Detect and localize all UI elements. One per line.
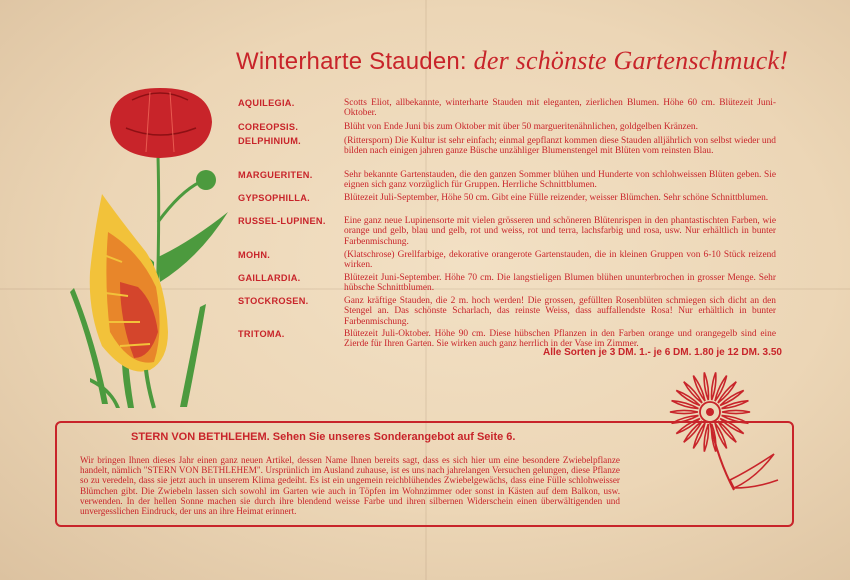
poppy-bud-icon	[196, 170, 216, 190]
petal	[704, 372, 708, 400]
plant-name: TRITOMA.	[238, 329, 285, 339]
plant-name: DELPHINIUM.	[238, 136, 302, 146]
page-title	[236, 46, 796, 76]
plant-description: Blütezeit Juli-Oktober. Höhe 90 cm. Diese hübschen Pflanzen in den Farben orange und orangegelb sind eine Zierde für Ihren Garten. Sie wirken auch ganz herrlich in der Vase im Zimmer.	[344, 329, 776, 350]
plant-description: Blüht von Ende Juni bis zum Oktober mit über 50 margueritenähnlichen, goldgelben Kränzen.	[344, 122, 698, 132]
plant-name: COREOPSIS.	[238, 122, 299, 132]
plant-name: GAILLARDIA.	[238, 273, 301, 283]
plant-description: Scotts Eliot, allbekannte, winterharte Stauden mit eleganten, zierlichen Blumen. Höhe 60 cm. Blütezeit Juni-Oktober.	[344, 98, 776, 119]
plant-name: GYPSOPHILLA.	[238, 193, 311, 203]
plant-name: RUSSEL-LUPINEN.	[238, 216, 326, 226]
title-tagline: der schönste Gartenschmuck!	[473, 46, 789, 75]
plant-description: Ganz kräftige Stauden, die 2 m. hoch werden! Die grossen, gefüllten Rosenblüten schmiegen sich dicht an den Stengel an. Das schönste Scharlach, das reinste Weiss, dass auffallendste Rosa! Nur erhältlich in bunter Farbenmischung.	[344, 296, 776, 327]
plant-name: AQUILEGIA.	[238, 98, 295, 108]
title-main: Winterharte Stauden:	[236, 48, 467, 75]
plant-description: Blütezeit Juli-September, Höhe 50 cm. Gibt eine Fülle reizender, weisser Blümchen. Sehr schöne Schnittblumen.	[344, 193, 769, 203]
poppy-flower-icon	[110, 88, 212, 158]
petal	[722, 401, 749, 409]
flower-illustration-left	[50, 82, 250, 412]
plant-name: MARGUERITEN.	[238, 170, 313, 180]
plant-name: MOHN.	[238, 250, 271, 260]
plant-description: (Klatschrose) Grellfarbige, dekorative orangerote Gartenstauden, die in kleinen Gruppen von 6-10 Stück reizend wirken.	[344, 250, 776, 271]
petal	[722, 410, 750, 413]
petal	[712, 372, 716, 400]
plant-description: Blütezeit Juni-September. Höhe 70 cm. Die langstieligen Blumen blühen ununterbrochen in grosser Menge. Sehr hübsche Schnittblumen.	[344, 273, 776, 294]
plant-description: Sehr bekannte Gartenstauden, die den ganzen Sommer blühen und Hunderte von schlohweissen Blüten geben. Sie eignen sich ganz vorzüglich für Gruppen. Herrliche Schnittblumen.	[344, 170, 776, 191]
petal	[670, 410, 698, 413]
plant-description: Eine ganz neue Lupinensorte mit vielen grösseren und schöneren Blütenrispen in den phantastischten Farben, wie orange und gelb, blau und gelb, rot und weiss, rot und terra, lachsfarbig und rosa, usw. Nur erhältlich in bunter Farbenmischung.	[344, 216, 776, 247]
plant-description: (Rittersporn) Die Kultur ist sehr einfach; einmal gepflanzt kommen diese Stauden alljährlich von selbst wieder und bilden nach einigen jahren ganze Büsche unzähliger Blumenstengel mit Blüten vom reinsten Blau.	[344, 136, 776, 157]
petal	[672, 401, 699, 409]
price-line: Alle Sorten je 3 DM. 1.- je 6 DM. 1.80 je 12 DM. 3.50	[543, 347, 782, 358]
plant-name: STOCKROSEN.	[238, 296, 309, 306]
offer-heading: STERN VON BETHLEHEM. Sehen Sie unseres Sonderangebot auf Seite 6.	[131, 431, 516, 443]
offer-text: Wir bringen Ihnen dieses Jahr einen ganz neuen Artikel, dessen Name Ihnen bereits sagt, dass es sich hier um eine besondere Zwiebelpflanze handelt, nämlich "STERN VON BETHLEHEM". Ursprünlich im Ausland zuhause, ist es uns nach jahrelangen Versuchen gelungen, diese Pflanze so zu veredeln, dass sie jetzt auch in unserem Klima gedeiht. Es ist ein ungemein reichblühendes Zwiebelgewächs, dass eine Fülle schlohweisser Blümchen gibt. Die Zwiebeln lassen sich sowohl im Garten wie auch in Töpfen im Wohnzimmer oder sonst in Kästen auf dem Balkon, usw. verwenden. In der hellen Sonne machen sie durch ihre blendend weisse Farbe und ihren silbernen Widerschein einen überwältigenden und unvergesslichen Eindruck, der uns an ihre Heimat erinnert.	[80, 455, 620, 517]
